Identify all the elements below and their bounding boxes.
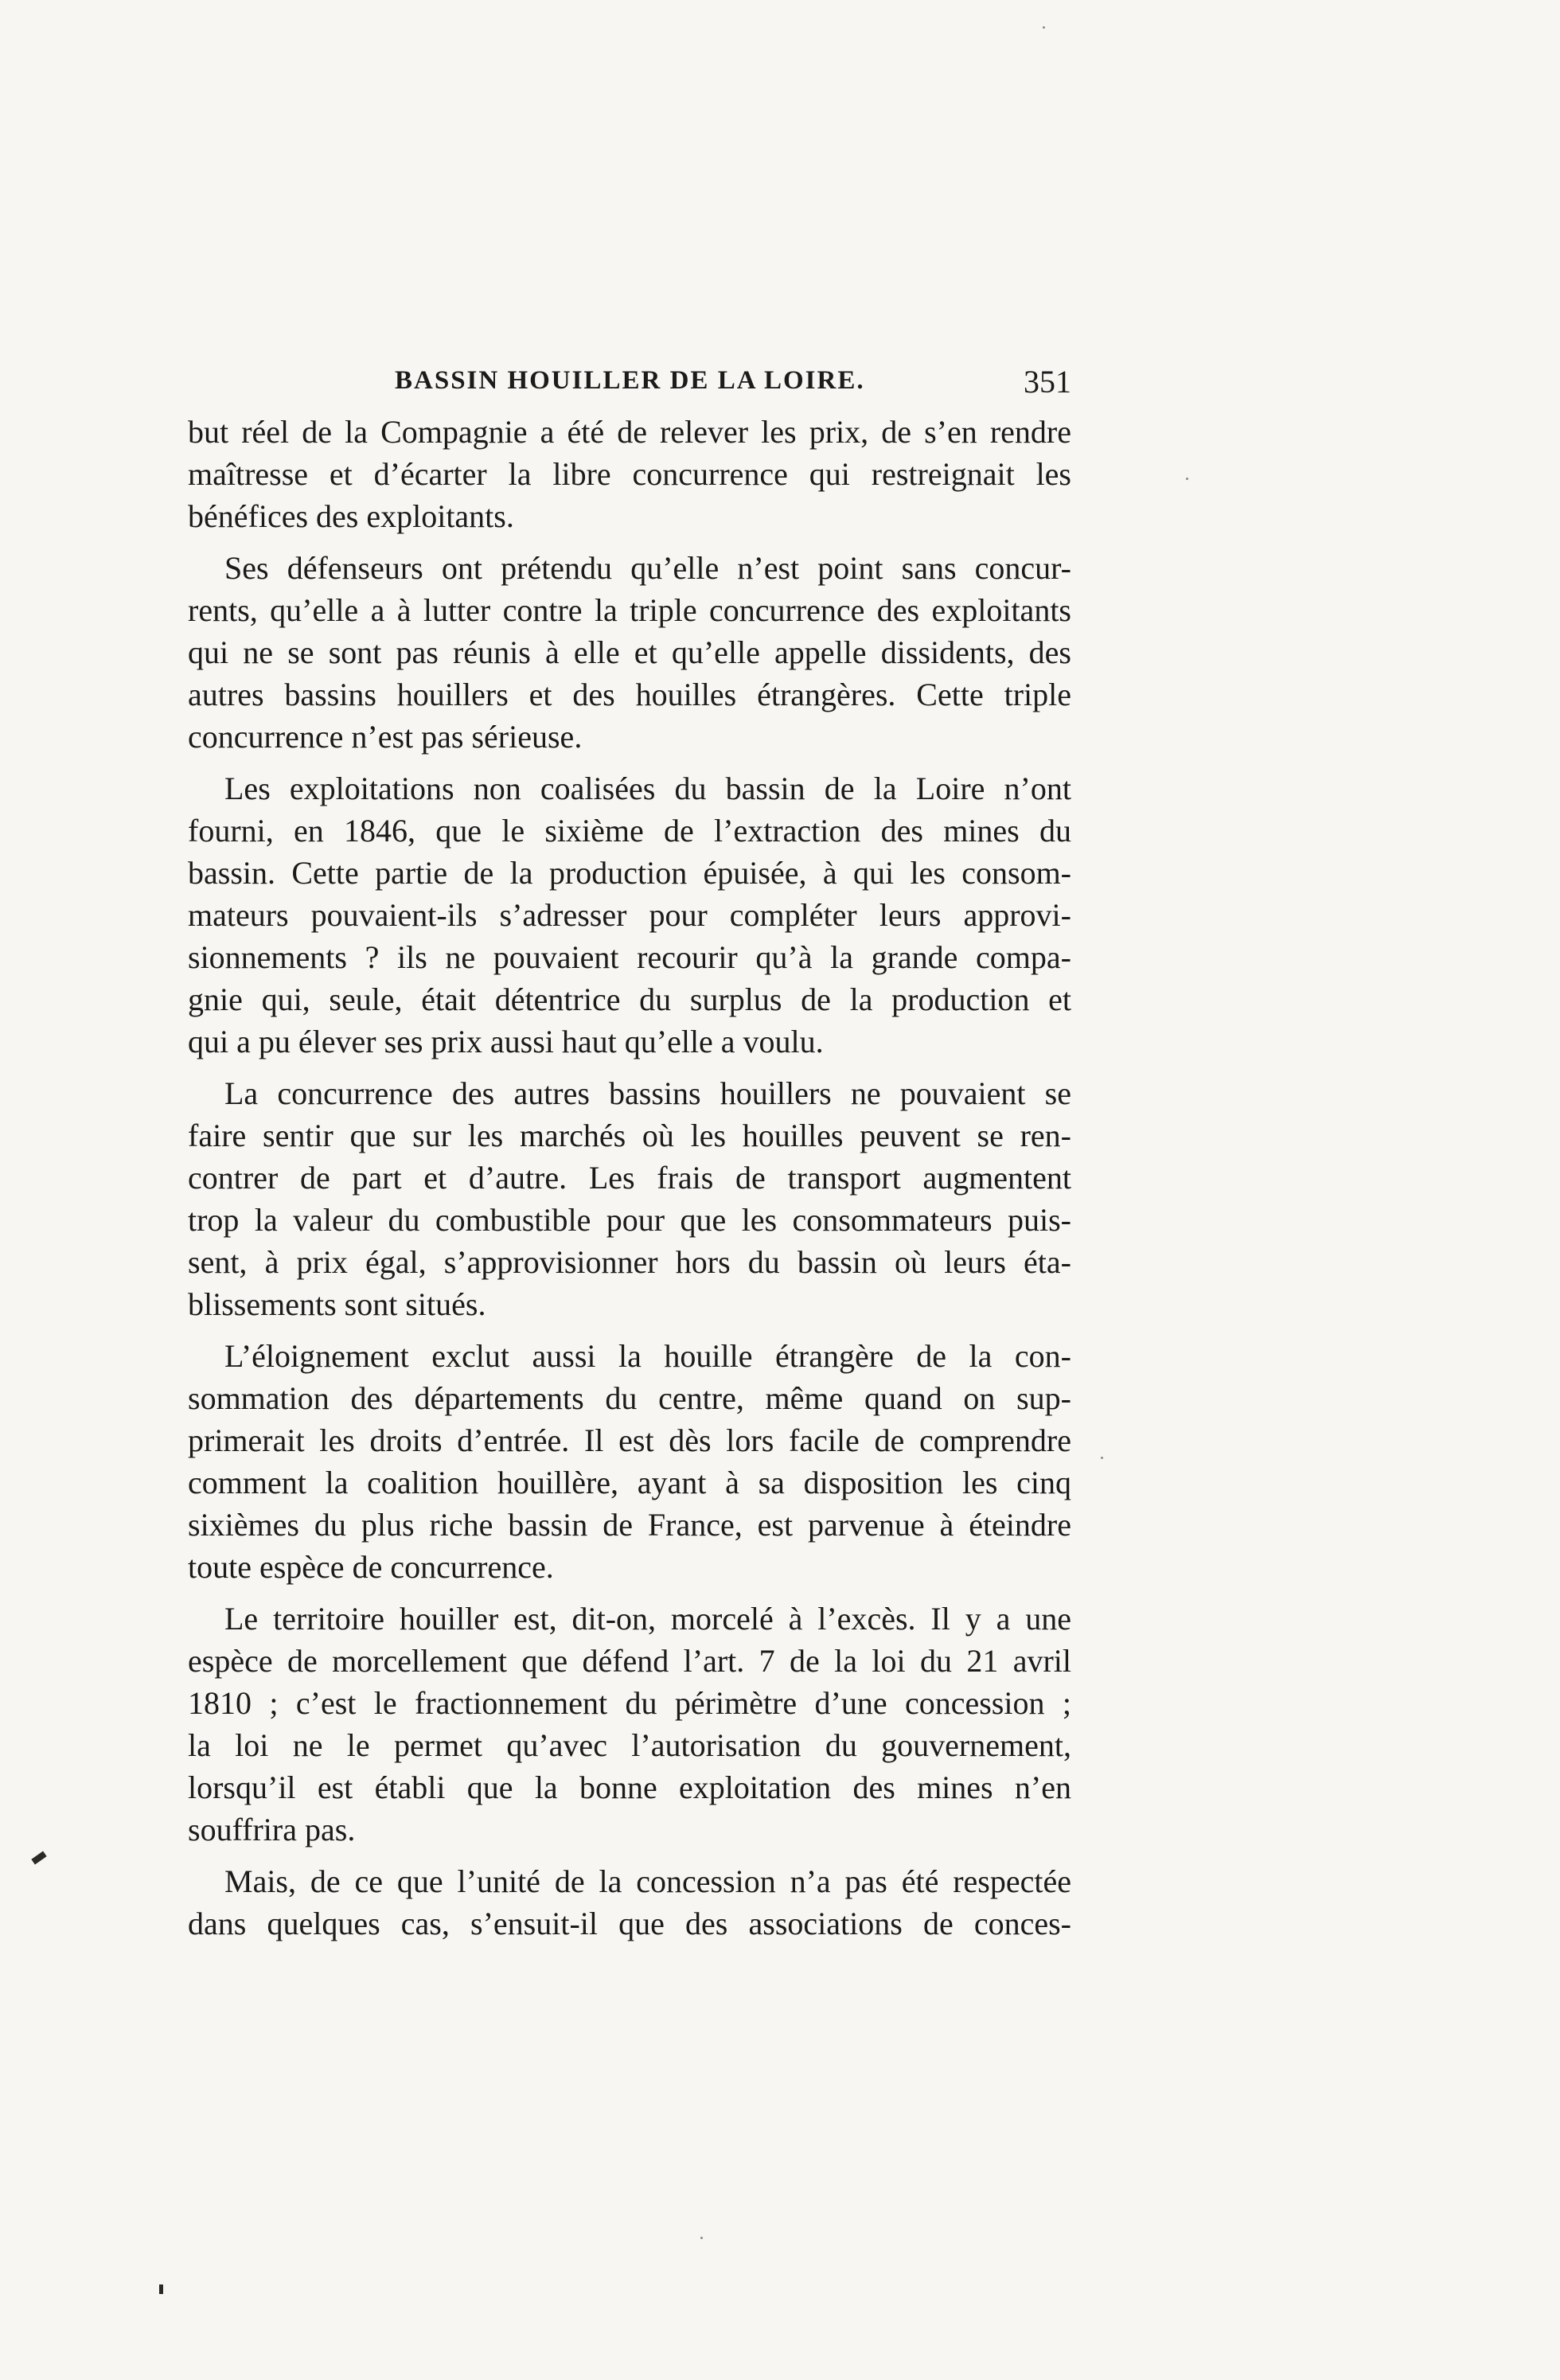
text-line: rents, qu’elle a à lutter contre la triple concurrence des exploitants [188,592,1071,628]
text-line: bassin. Cette partie de la production épuisée, à qui les consom- [188,855,1071,891]
text-line: fourni, en 1846, que le sixième de l’extraction des mines du [188,813,1071,849]
text-line: dans quelques cas, s’ensuit-il que des associations de conces- [188,1906,1071,1941]
text-line: lorsqu’il est établi que la bonne exploitation des mines n’en [188,1769,1071,1805]
text-line: qui ne se sont pas réunis à elle et qu’elle appelle dissidents, des [188,634,1071,670]
text-line: la loi ne le permet qu’avec l’autorisation du gouvernement, [188,1727,1071,1763]
text-line: souffrira pas. [188,1812,356,1847]
text-line: trop la valeur du combustible pour que les consommateurs puis- [188,1202,1071,1238]
text-line: Les exploitations non coalisées du bassin de la Loire n’ont [224,771,1071,806]
page-number: 351 [1024,364,1071,400]
text-line: autres bassins houillers et des houilles étrangères. Cette triple [188,677,1071,712]
paragraph-7 [188,1860,1071,1945]
paragraph-5 [188,1335,1071,1588]
text-line: La concurrence des autres bassins houillers ne pouvaient se [224,1075,1071,1111]
text-line: sommation des départements du centre, même quand on sup- [188,1380,1071,1416]
body-text [188,411,1071,1954]
running-head [188,355,1071,403]
text-line: maîtresse et d’écarter la libre concurrence qui restreignait les [188,456,1071,492]
text-line: primerait les droits d’entrée. Il est dès lors facile de comprendre [188,1422,1071,1458]
paragraph-4 [188,1072,1071,1325]
paragraph-1 [188,411,1071,537]
text-line: mateurs pouvaient-ils s’adresser pour compléter leurs approvi- [188,897,1071,933]
ink-blot-mark [31,1851,46,1865]
paper-speck [1101,1457,1103,1459]
text-line: qui a pu élever ses prix aussi haut qu’elle a voulu. [188,1024,824,1059]
paper-speck [700,2237,703,2239]
text-line: sent, à prix égal, s’approvisionner hors du bassin où leurs éta- [188,1244,1071,1280]
text-line: faire sentir que sur les marchés où les houilles peuvent se ren- [188,1118,1071,1153]
text-line: blissements sont situés. [188,1286,486,1322]
paragraph-6 [188,1598,1071,1851]
text-line: L’éloignement exclut aussi la houille étrangère de la con- [224,1338,1071,1374]
ink-blot-mark [159,2284,163,2294]
paper-speck [1043,26,1045,29]
text-line: Le territoire houiller est, dit-on, morcelé à l’excès. Il y a une [224,1601,1071,1637]
text-line: sixièmes du plus riche bassin de France, est parvenue à éteindre [188,1507,1071,1543]
running-title: BASSIN HOUILLER DE LA LOIRE. [395,366,865,395]
text-line: Ses défenseurs ont prétendu qu’elle n’est point sans concur- [224,550,1071,586]
text-line: Mais, de ce que l’unité de la concession n’a pas été respectée [224,1863,1071,1899]
text-line: sionnements ? ils ne pouvaient recourir qu’à la grande compa- [188,939,1071,975]
text-line: toute espèce de concurrence. [188,1549,554,1585]
text-line: gnie qui, seule, était détentrice du surplus de la production et [188,981,1071,1017]
text-line: 1810 ; c’est le fractionnement du périmètre d’une concession ; [188,1685,1071,1721]
text-line: bénéfices des exploitants. [188,498,514,534]
text-line: but réel de la Compagnie a été de relever les prix, de s’en rendre [188,414,1071,450]
text-line: contrer de part et d’autre. Les frais de transport augmentent [188,1160,1071,1196]
paragraph-3 [188,767,1071,1063]
paragraph-2 [188,547,1071,758]
paper-speck [1186,478,1188,480]
text-line: concurrence n’est pas sérieuse. [188,719,583,755]
text-line: comment la coalition houillère, ayant à sa disposition les cinq [188,1465,1071,1500]
text-line: espèce de morcellement que défend l’art. 7 de la loi du 21 avril [188,1643,1071,1679]
